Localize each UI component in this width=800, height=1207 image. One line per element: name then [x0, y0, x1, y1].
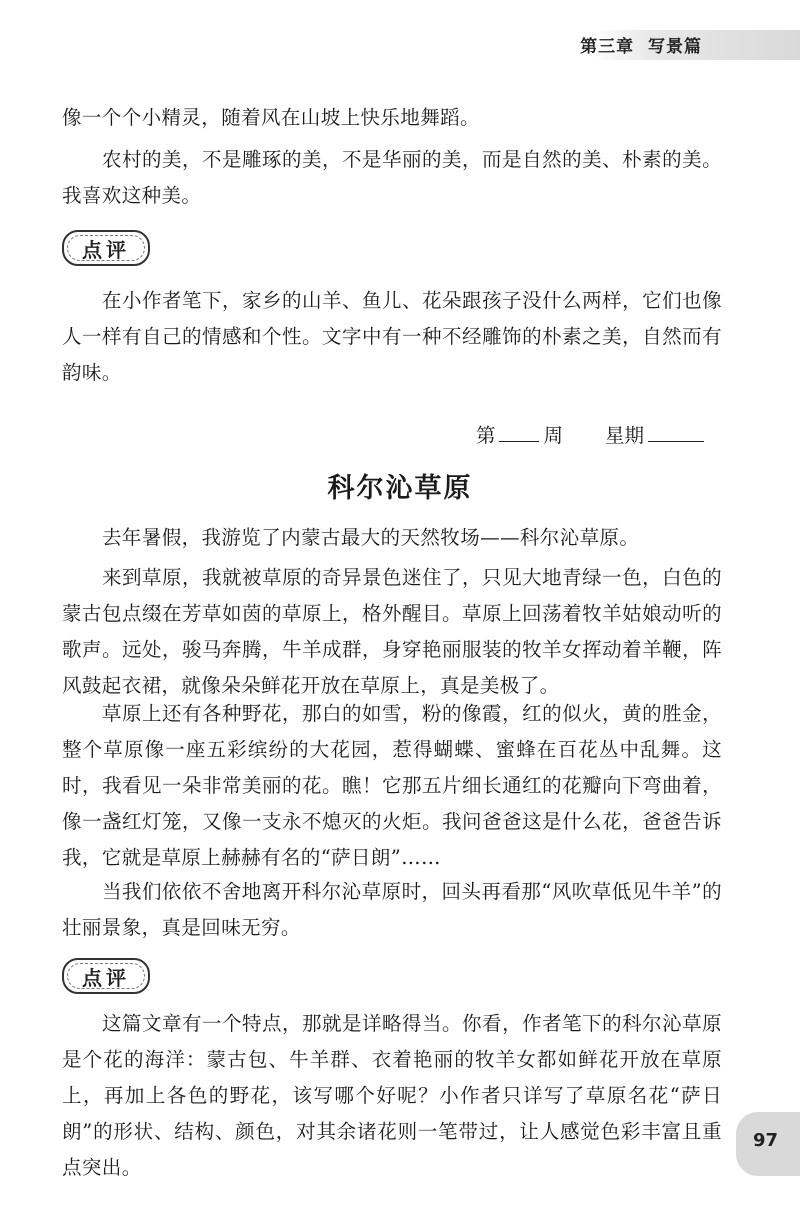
week-word: 周: [543, 424, 563, 447]
weekday-word: 星期: [604, 424, 644, 447]
article-paragraph: 去年暑假，我游览了内蒙古最大的天然牧场——科尔沁草原。: [102, 526, 640, 549]
article-paragraph: 当我们依依不舍地离开科尔沁草原时，回头再看那“风吹草低见牛羊”的壮丽景象，真是回味无穷。: [62, 880, 722, 939]
review-text-2: 这篇文章有一个特点，那就是详略得当。你看，作者笔下的科尔沁草原是个花的海洋：蒙古包、牛羊群、衣着艳丽的牧羊女都如鲜花开放在草原上，再加上各色的野花，该写哪个好呢？小作者只详写了草原名花“萨日朗”的形状、结构、颜色，对其余诸花则一笔带过，让人感觉色彩丰富且重点突出。: [62, 1012, 722, 1179]
week-number-blank[interactable]: [499, 421, 539, 442]
review-text-1: 在小作者笔下，家乡的山羊、鱼儿、花朵跟孩子没什么两样，它们也像人一样有自己的情感和个性。文字中有一种不经雕饰的朴素之美，自然而有韵味。: [62, 289, 722, 384]
review-badge-2: [62, 958, 150, 994]
weekday-blank[interactable]: [648, 421, 704, 442]
article-paragraph: 草原上还有各种野花，那白的如雪，粉的像霞，红的似火，黄的胜金，整个草原像一座五彩缤纷的大花园，惹得蝴蝶、蜜蜂在百花丛中乱舞。这时，我看见一朵非常美丽的花。瞧！它那五片细长通红的花瓣向下弯曲着，像一盏红灯笼，又像一支永不熄灭的火炬。我问爸爸这是什么花，爸爸告诉我，它就是草原上赫赫有名的“萨日朗”……: [62, 702, 722, 869]
article-title: 科尔沁草原: [327, 473, 473, 504]
page-number: 97: [752, 1130, 778, 1151]
review-badge-1: [62, 230, 150, 266]
review-label-2: 点评: [82, 965, 130, 990]
article-paragraph: 来到草原，我就被草原的奇异景色迷住了，只见大地青绿一色，白色的蒙古包点缀在芳草如茵的草原上，格外醒目。草原上回荡着牧羊姑娘动听的歌声。远处，骏马奔腾，牛羊成群，身穿艳丽服装的牧羊女挥动着羊鞭，阵风鼓起衣裙，就像朵朵鲜花开放在草原上，真是美极了。: [62, 566, 722, 697]
continuation-paragraph-1: 像一个个小精灵，随着风在山坡上快乐地舞蹈。: [62, 106, 480, 129]
week-prefix: 第: [475, 424, 496, 447]
continuation-paragraph-2: 农村的美，不是雕琢的美，不是华丽的美，而是自然的美、朴素的美。我喜欢这种美。: [62, 148, 722, 207]
week-line: [476, 420, 704, 448]
chapter-header: 第三章 写景篇: [580, 37, 702, 57]
review-label-1: 点评: [82, 237, 130, 262]
